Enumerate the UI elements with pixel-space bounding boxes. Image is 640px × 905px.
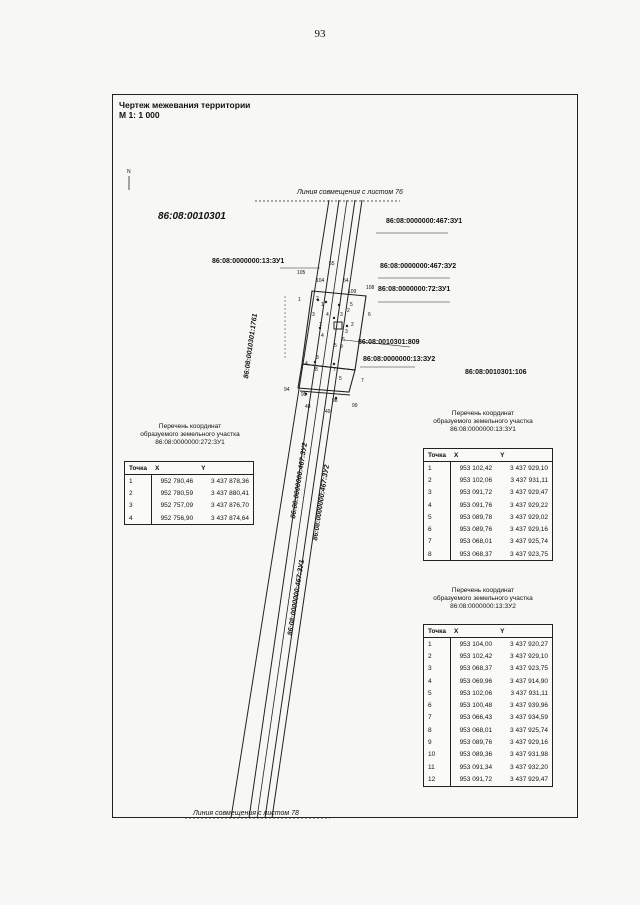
point-number: 99 — [352, 403, 358, 409]
match-line-bottom-label: Линия совмещения с листом 78 — [193, 810, 299, 817]
north-label: N — [127, 169, 131, 175]
table-row: 1 953 104,00 3 437 920,27 — [424, 638, 553, 651]
table-header-row — [125, 462, 254, 475]
table-row: 3 953 091,72 3 437 929,47 — [424, 487, 553, 499]
point-number: 5 — [334, 343, 337, 349]
parcel-upper — [302, 291, 366, 370]
table-row: 1 952 780,46 3 437 878,36 — [125, 475, 254, 488]
label-72-zu1: 86:08:0000000:72:ЗУ1 — [378, 286, 451, 293]
label-467-zu2-vertical-a: 86:08:0000000:467:ЗУ2 — [290, 442, 309, 520]
table-row: 2 953 102,42 3 437 929,10 — [424, 650, 553, 662]
label-467-zu1-vertical: 86:08:0000000:467:ЗУ1 — [287, 559, 306, 637]
point-number: 1 — [319, 322, 322, 328]
table-row: 6 953 100,48 3 437 939,96 — [424, 699, 553, 711]
table-row: 3 952 757,09 3 437 876,70 — [125, 500, 254, 512]
point-number: 3 — [340, 312, 343, 318]
table-row: 4 953 091,76 3 437 929,22 — [424, 499, 553, 511]
drawing-title: Чертеж межевания территории — [119, 100, 251, 110]
parcel-lower — [298, 364, 355, 392]
point-number: 2 — [351, 322, 354, 328]
label-467-zu1-top: 86:08:0000000:467:ЗУ1 — [386, 218, 463, 225]
table-row: 4 952 756,90 3 437 874,64 — [125, 512, 254, 525]
point-number: 7 — [333, 367, 336, 373]
coordinate-table-13zu2 — [423, 624, 553, 787]
point-number: 98 — [332, 398, 338, 404]
point-number: 95 — [301, 392, 307, 398]
point-number: 94 — [284, 387, 290, 393]
header-y: Y — [496, 449, 552, 462]
table-row: 8 953 068,37 3 437 923,75 — [424, 548, 553, 561]
table-row: 4 953 069,96 3 437 914,90 — [424, 675, 553, 687]
header-y: Y — [496, 625, 552, 638]
point-number: 1 — [321, 302, 324, 308]
point-number: 49 — [325, 409, 331, 415]
page-number: 93 — [314, 28, 326, 40]
table-row: 1 953 102,42 3 437 929,10 — [424, 462, 553, 475]
match-line-top-label: Линия совмещения с листом 76 — [297, 189, 403, 196]
header-x: X — [151, 462, 197, 475]
label-13-zu1: 86:08:0000000:13:ЗУ1 — [212, 258, 285, 265]
header-y: Y — [197, 462, 253, 475]
point-number: 6 — [368, 312, 371, 318]
point-number: 5 — [350, 302, 353, 308]
table-header-row — [424, 625, 553, 638]
label-809: 86:08:0010301:809 — [358, 339, 420, 346]
point-number: 8 — [315, 367, 318, 373]
point-number: 108 — [366, 285, 375, 291]
table-header-row — [424, 449, 553, 462]
table-row: 8 953 068,01 3 437 925,74 — [424, 724, 553, 736]
point-number: 2 — [316, 296, 319, 302]
point-number: 54 — [343, 278, 349, 284]
point-number: 4 — [321, 333, 324, 339]
table-row: 2 953 102,06 3 437 931,11 — [424, 474, 553, 486]
table-row: 7 953 068,01 3 437 925,74 — [424, 536, 553, 548]
point-number: 3 — [312, 312, 315, 318]
table-row: 11 953 091,34 3 437 932,20 — [424, 761, 553, 773]
point-number: 5 — [339, 376, 342, 382]
coordinate-table-13zu1 — [423, 448, 553, 561]
point-number: 3 — [345, 329, 348, 335]
label-1761-vertical: 86:08:0010301:1761 — [243, 313, 260, 379]
point-number: 7 — [361, 378, 364, 384]
header-x: X — [450, 625, 496, 638]
point-number: 2 — [347, 308, 350, 314]
header-point: Точка — [424, 625, 451, 638]
table-row: 7 953 066,43 3 437 934,59 — [424, 712, 553, 724]
point-number: 3 — [316, 355, 319, 361]
table-row: 6 953 089,76 3 437 929,16 — [424, 523, 553, 535]
table-row: 3 953 068,37 3 437 923,75 — [424, 663, 553, 675]
label-467-zu2: 86:08:0000000:467:ЗУ2 — [380, 263, 457, 270]
point-number: 9 — [340, 344, 343, 350]
point-number: 55 — [329, 261, 335, 267]
building-marker — [334, 322, 342, 329]
table-row: 2 952 780,59 3 437 880,41 — [125, 487, 254, 499]
label-13-zu2: 86:08:0000000:13:ЗУ2 — [363, 356, 436, 363]
strip-line-inner-right — [265, 200, 355, 818]
label-106: 86:08:0010301:106 — [465, 369, 527, 376]
table-row: 12 953 091,72 3 437 929,47 — [424, 773, 553, 786]
table-13zu1-caption: Перечень координат образуемого земельного участка 86:08:0000000:13:ЗУ1 — [433, 410, 533, 433]
label-467-zu2-vertical-b: 86:08:0000000:467:ЗУ2 — [312, 464, 331, 542]
point-number: 4 — [305, 361, 308, 367]
point-number: 4 — [326, 312, 329, 318]
point-number: 6 — [342, 337, 345, 343]
header-point: Точка — [125, 462, 152, 475]
table-row: 5 953 089,78 3 437 929,02 — [424, 511, 553, 523]
cadastral-quarter-label: 86:08:0010301 — [158, 211, 226, 222]
point-number: 1 — [298, 297, 301, 303]
table-13zu2-caption: Перечень координат образуемого земельного участка 86:08:0000000:13:ЗУ2 — [433, 587, 533, 610]
point-number: 104 — [316, 278, 325, 284]
header-x: X — [450, 449, 496, 462]
table-row: 9 953 089,76 3 437 929,16 — [424, 736, 553, 748]
coordinate-table-272 — [124, 461, 254, 525]
drawing-scale: М 1: 1 000 — [119, 110, 160, 120]
point-number: 109 — [348, 289, 357, 295]
point-number: 105 — [297, 270, 306, 276]
table-272-caption: Перечень координат образуемого земельного участка 86:08:0000000:272:ЗУ1 — [140, 423, 240, 446]
point-number: 48 — [305, 404, 311, 410]
table-row: 5 953 102,06 3 437 931,11 — [424, 687, 553, 699]
header-point: Точка — [424, 449, 451, 462]
table-row: 10 953 089,36 3 437 931,98 — [424, 749, 553, 761]
